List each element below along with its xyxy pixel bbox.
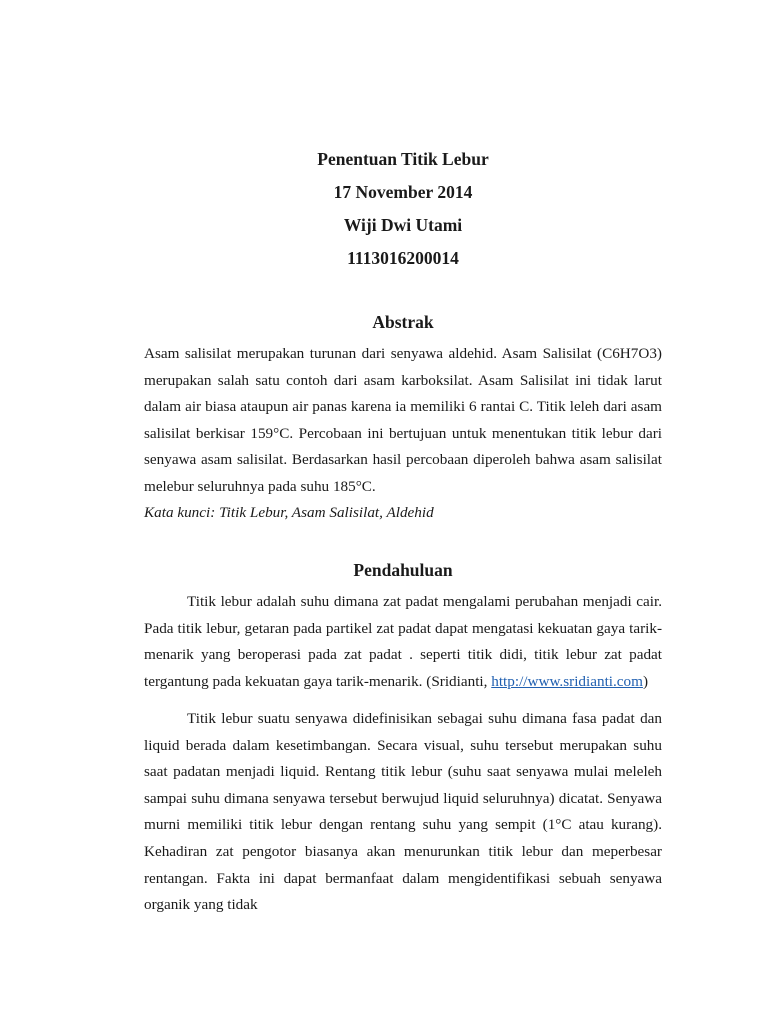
document-title: Penentuan Titik Lebur — [317, 149, 489, 169]
abstract-paragraph: Asam salisilat merupakan turunan dari senyawa aldehid. Asam Salisilat (C6H7O3) merupakan salah satu contoh dari asam karboksilat. Asam Salisilat ini tidak larut dalam air biasa ataupun air panas karena ia memiliki 6 rantai C. Titik leleh dari asam salisilat berkisar 159°C. Percobaan ini bertujuan untuk menentukan titik lebur dari senyawa asam salisilat. Berdasarkan hasil percobaan diperoleh bahwa asam salisilat melebur seluruhnya pada suhu 185°C. — [144, 345, 662, 495]
keywords-line: Kata kunci: Titik Lebur, Asam Salisilat, Aldehid — [144, 504, 434, 521]
author-name: Wiji Dwi Utami — [343, 215, 463, 235]
document-date: 17 November 2014 — [333, 182, 473, 202]
sridianti-link[interactable]: http://www.sridianti.com — [491, 672, 643, 690]
introduction-paragraph-1 — [144, 589, 662, 695]
student-id: 1113016200014 — [347, 248, 459, 268]
paragraph-1-text: Titik lebur adalah suhu dimana zat padat mengalami perubahan menjadi cair. Pada titik lebur, getaran pada partikel zat padat dapat mengatasi kekuatan gaya tarik-menarik yang beroperasi pada zat padat . seperti titik didi, titik lebur zat padat tergantung pada kekuatan gaya tarik-menarik. (Sridianti, — [144, 593, 662, 690]
paragraph-1-end: ) — [642, 672, 649, 690]
abstract-heading: Abstrak — [372, 312, 434, 332]
introduction-heading: Pendahuluan — [353, 560, 453, 580]
title-block — [144, 143, 662, 275]
introduction-paragraph-2: Titik lebur suatu senyawa didefinisikan sebagai suhu dimana fasa padat dan liquid berada dalam kesetimbangan. Secara visual, suhu tersebut merupakan suhu saat padatan menjadi liquid. Rentang titik lebur (suhu saat senyawa mulai meleleh sampai suhu dimana senyawa tersebut berwujud liquid seluruhnya) dicatat. Senyawa murni memiliki titik lebur dengan rentang suhu yang sempit (1°C atau kurang). Kehadiran zat pengotor biasanya akan menurunkan titik lebur dan meperbesar rentangan. Fakta ini dapat bermanfaat dalam mengidentifikasi sebuah senyawa organik yang tidak — [144, 710, 662, 914]
